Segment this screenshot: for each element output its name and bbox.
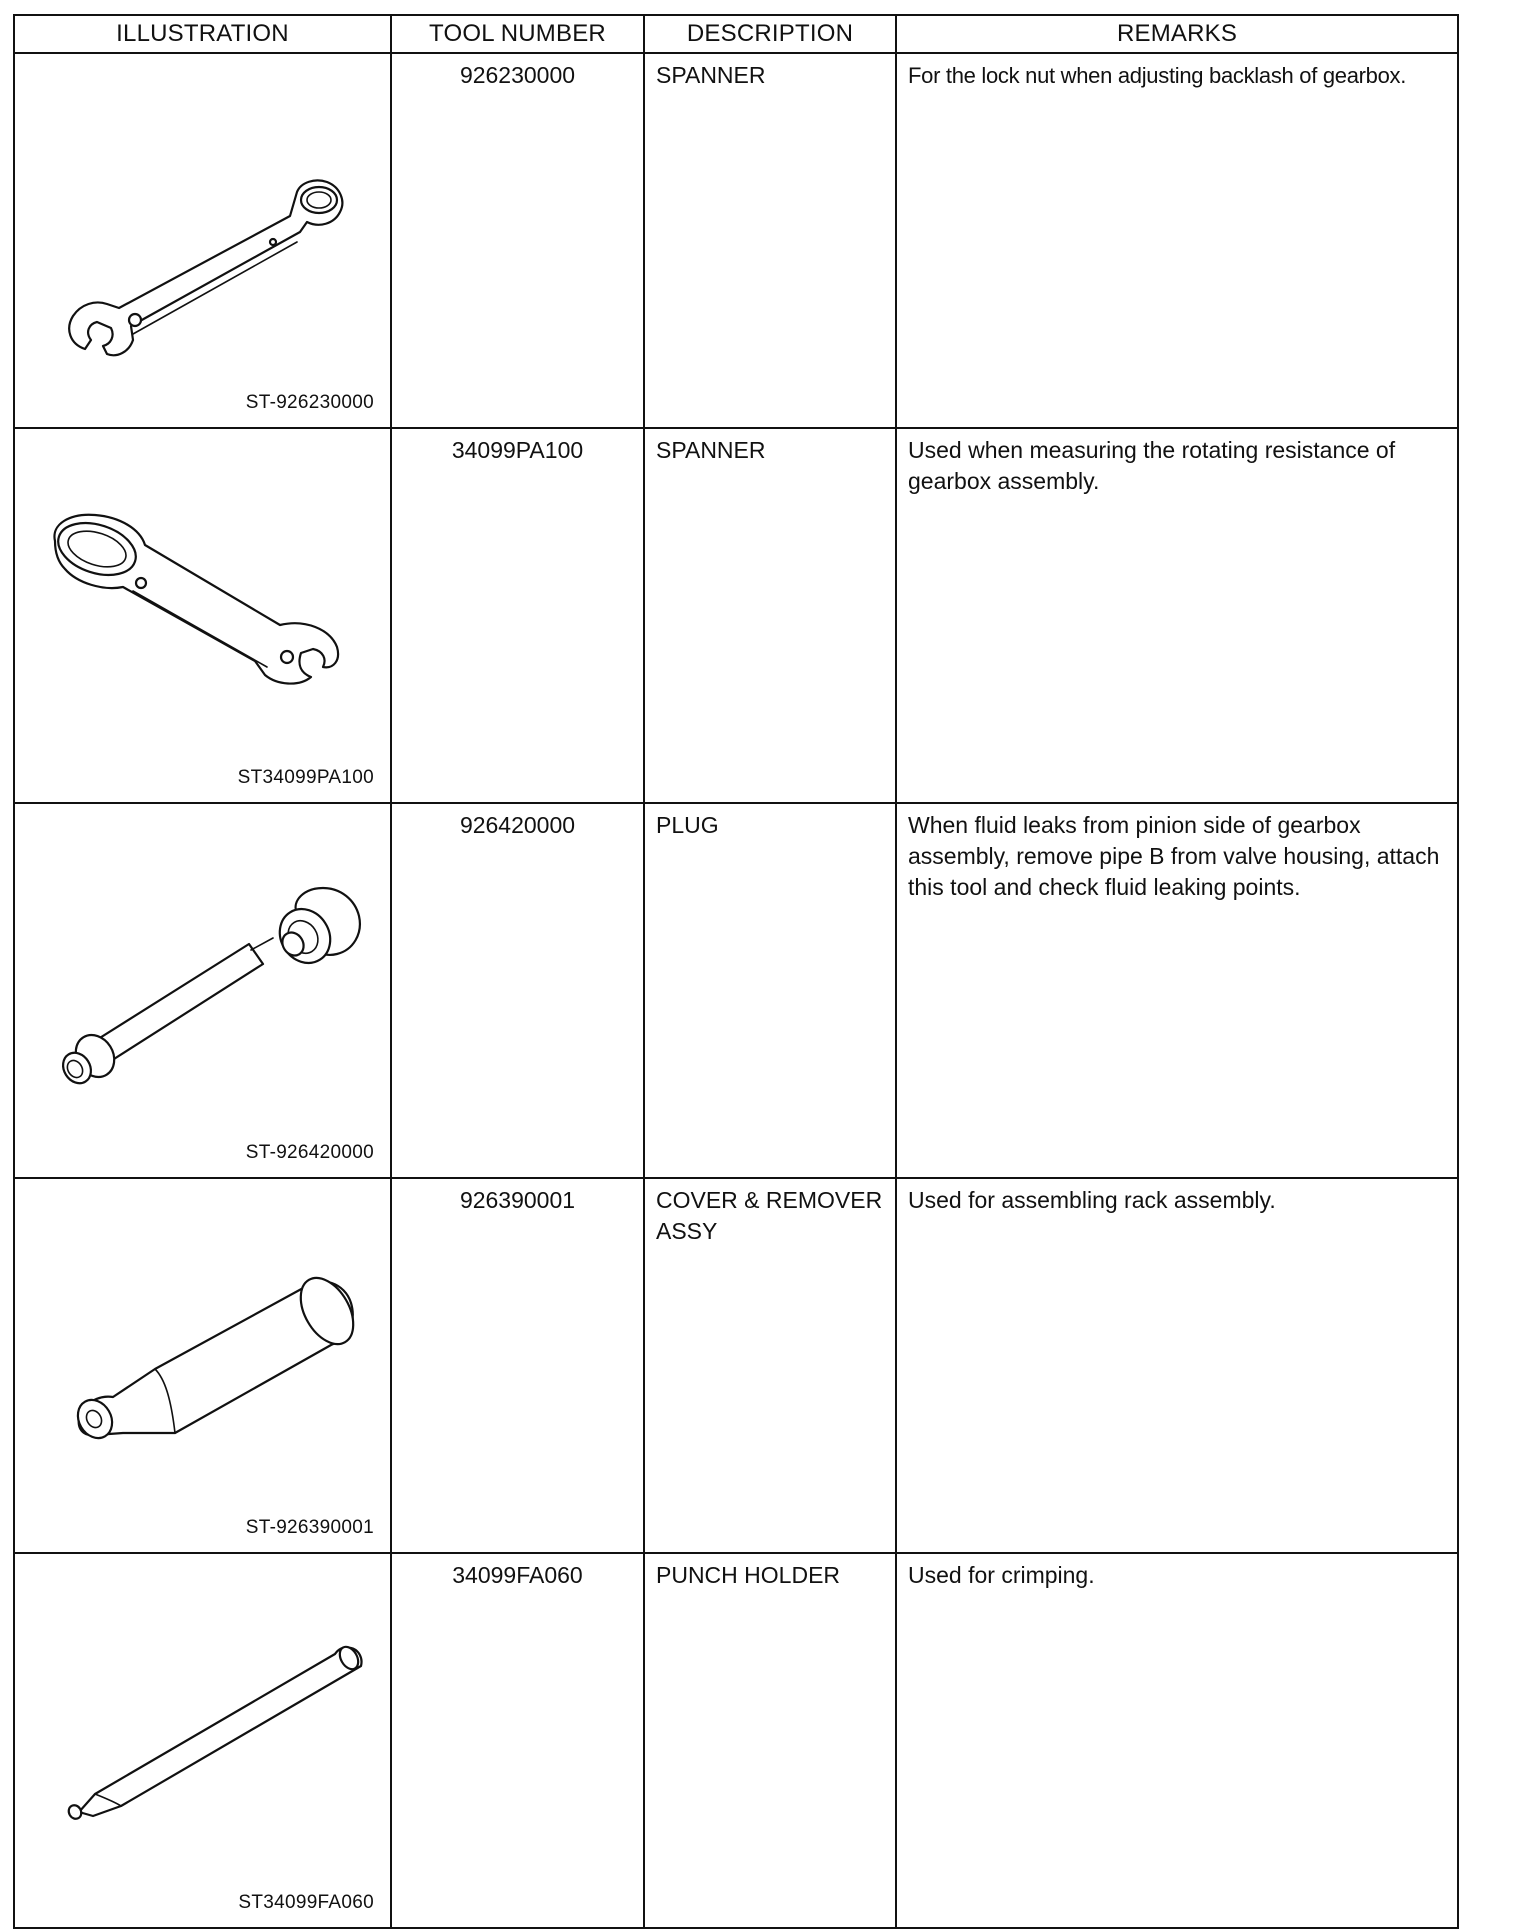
plug-icon — [15, 804, 392, 1171]
remarks-cell: When fluid leaks from pinion side of gearbox assembly, remove pipe B from valve housing, attach this tool and check fluid leaking points. — [896, 803, 1458, 1178]
illustration-code: ST34099FA060 — [238, 1892, 374, 1913]
remarks-cell: Used for crimping. — [896, 1553, 1458, 1928]
tool-number-cell: 34099FA060 — [391, 1553, 644, 1928]
description-cell: SPANNER — [644, 428, 896, 803]
table-row — [14, 803, 1458, 1178]
tool-number-cell: 926420000 — [391, 803, 644, 1178]
description-cell: COVER & REMOVER ASSY — [644, 1178, 896, 1553]
description-cell: PLUG — [644, 803, 896, 1178]
illustration-cell — [14, 428, 391, 803]
header-description: DESCRIPTION — [644, 15, 896, 53]
illustration-cell — [14, 803, 391, 1178]
header-row — [14, 15, 1458, 53]
special-tools-table — [13, 14, 1459, 1929]
description-cell: PUNCH HOLDER — [644, 1553, 896, 1928]
punch-holder-icon — [15, 1554, 392, 1921]
spanner-ring-icon — [15, 429, 392, 796]
illustration-cell — [14, 1178, 391, 1553]
tool-number-cell: 34099PA100 — [391, 428, 644, 803]
remarks-cell: Used when measuring the rotating resistance of gearbox assembly. — [896, 428, 1458, 803]
table-row — [14, 1178, 1458, 1553]
illustration-cell — [14, 1553, 391, 1928]
illustration-cell — [14, 53, 391, 428]
illustration-code: ST-926390001 — [245, 1517, 374, 1538]
illustration-code: ST34099PA100 — [237, 767, 374, 788]
cover-remover-icon — [15, 1179, 392, 1546]
tool-number-cell: 926390001 — [391, 1178, 644, 1553]
illustration-code: ST-926420000 — [245, 1142, 374, 1163]
remarks-cell: For the lock nut when adjusting backlash of gearbox. — [896, 53, 1458, 428]
table-row — [14, 53, 1458, 428]
illustration-code: ST-926230000 — [245, 392, 374, 413]
description-cell: SPANNER — [644, 53, 896, 428]
header-tool-number: TOOL NUMBER — [391, 15, 644, 53]
header-illustration: ILLUSTRATION — [14, 15, 391, 53]
remarks-cell: Used for assembling rack assembly. — [896, 1178, 1458, 1553]
table-row — [14, 1553, 1458, 1928]
tool-number-cell: 926230000 — [391, 53, 644, 428]
header-remarks: REMARKS — [896, 15, 1458, 53]
table-row — [14, 428, 1458, 803]
spanner-offset-icon — [15, 54, 392, 421]
